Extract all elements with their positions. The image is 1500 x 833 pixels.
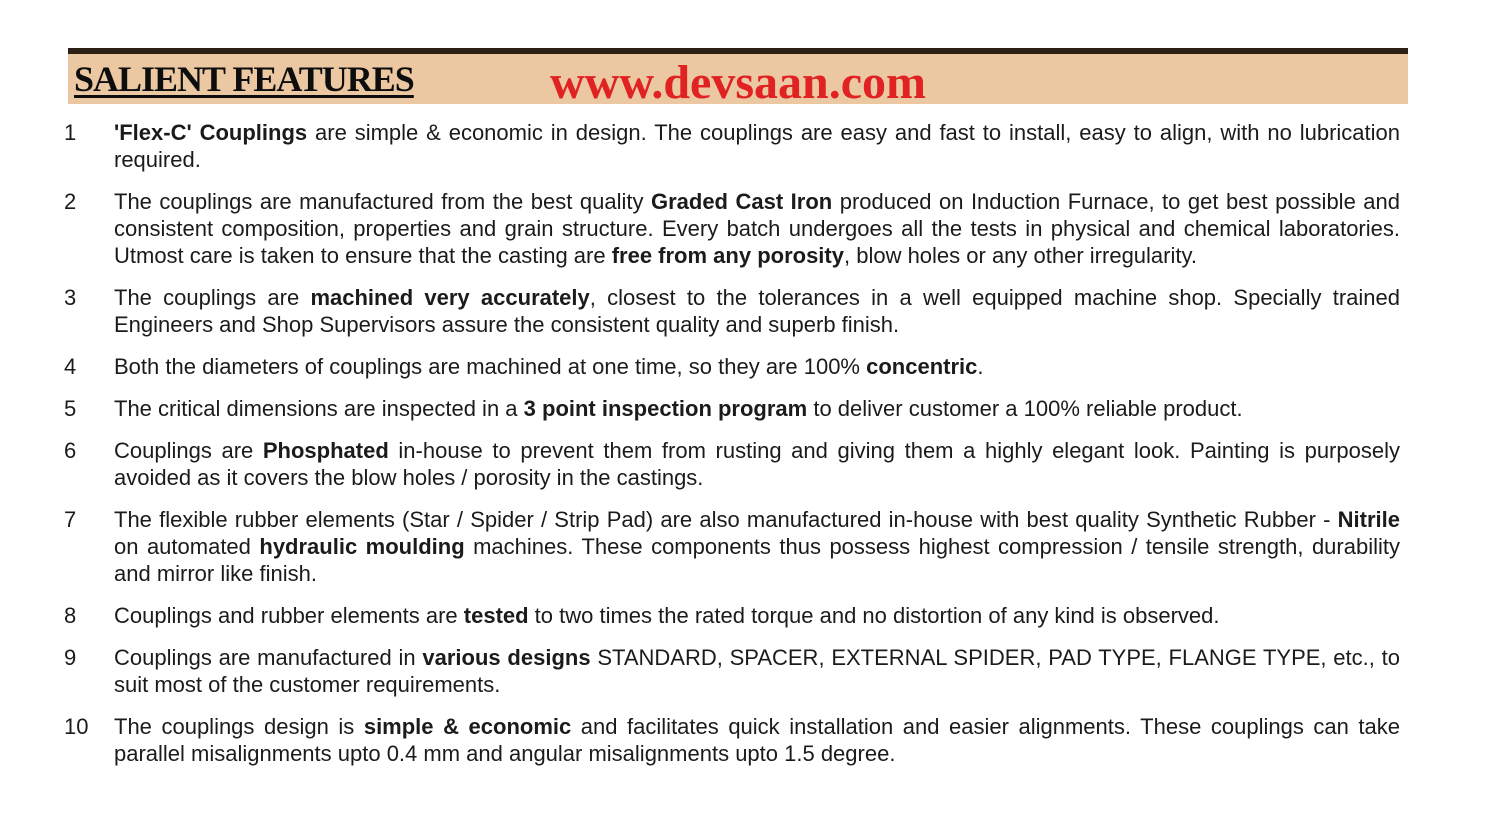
- feature-text: [114, 644, 1400, 698]
- feature-text: [114, 602, 1400, 629]
- page-title: SALIENT FEATURES: [74, 59, 414, 99]
- feature-text-plain: The flexible rubber elements (Star / Spider / Strip Pad) are also manufactured in-house with best quality Synthetic Rubber -: [114, 507, 1338, 532]
- feature-text-plain: and facilitates quick installation and easier alignments. These couplings can take parallel misalignments upto 0.4 mm and angular misalignments upto 1.5 degree.: [114, 714, 1400, 766]
- feature-text-plain: Couplings are: [114, 438, 263, 463]
- feature-item: [64, 713, 1400, 767]
- feature-text-bold: 3 point inspection program: [523, 396, 808, 421]
- feature-text-plain: in-house to prevent them from rusting and giving them a highly elegant look. Painting is purposely avoided as it covers the blow holes / porosity in the castings.: [114, 438, 1400, 490]
- feature-item: [64, 437, 1400, 491]
- feature-item: [64, 644, 1400, 698]
- feature-number: 10: [64, 714, 89, 739]
- feature-text-bold: machined very accurately: [310, 285, 590, 310]
- feature-text: [114, 437, 1400, 491]
- feature-text: [114, 395, 1400, 422]
- feature-text-plain: Couplings are manufactured in: [114, 645, 423, 670]
- feature-text-plain: , blow holes or any other irregularity.: [843, 243, 1197, 268]
- feature-text-plain: The couplings are manufactured from the best quality: [114, 189, 651, 214]
- feature-text-plain: on automated: [114, 534, 260, 559]
- feature-text-plain: .: [977, 354, 984, 379]
- feature-text-plain: Both the diameters of couplings are machined at one time, so they are 100%: [114, 354, 867, 379]
- feature-item: [64, 353, 1400, 380]
- feature-text: [114, 188, 1400, 269]
- feature-text: [114, 284, 1400, 338]
- features-list: [64, 119, 1400, 767]
- feature-text-bold: Nitrile: [1337, 507, 1400, 532]
- feature-text-bold: simple & economic: [363, 714, 572, 739]
- feature-text: [114, 119, 1400, 173]
- feature-text-plain: produced on Induction Furnace, to get best possible and consistent composition, properties and grain structure. Every batch undergoes all the tests in physical and chemical laboratories. Utmost care is taken to ensure that the casting are: [114, 189, 1401, 268]
- page: [0, 48, 1500, 833]
- feature-text: [114, 353, 1400, 380]
- feature-text-bold: hydraulic moulding: [259, 534, 465, 559]
- feature-number: 3: [64, 285, 77, 310]
- feature-text-bold: various designs: [422, 645, 591, 670]
- feature-text-plain: The couplings are: [114, 285, 311, 310]
- feature-text-bold: Graded Cast Iron: [650, 189, 833, 214]
- feature-text-bold: free from any porosity: [611, 243, 844, 268]
- feature-text-plain: are simple & economic in design. The couplings are easy and fast to install, easy to align, with no lubrication required.: [114, 120, 1400, 172]
- feature-text-bold: tested: [463, 603, 529, 628]
- website-url: www.devsaan.com: [549, 55, 927, 109]
- feature-number: 2: [64, 189, 77, 214]
- feature-text-plain: , closest to the tolerances in a well equipped machine shop. Specially trained Engineers and Shop Supervisors assure the consistent quality and superb finish.: [114, 285, 1400, 337]
- feature-item: [64, 284, 1400, 338]
- feature-item: [64, 188, 1400, 269]
- feature-number: 9: [64, 645, 77, 670]
- feature-number: 1: [64, 120, 77, 145]
- feature-text-plain: to two times the rated torque and no distortion of any kind is observed.: [528, 603, 1220, 628]
- feature-text: [114, 713, 1400, 767]
- feature-text-plain: STANDARD, SPACER, EXTERNAL SPIDER, PAD TYPE, FLANGE TYPE, etc., to suit most of the customer requirements.: [114, 645, 1400, 697]
- feature-text-bold: concentric: [866, 354, 978, 379]
- feature-item: [64, 395, 1400, 422]
- feature-number: 6: [64, 438, 77, 463]
- feature-item: [64, 119, 1400, 173]
- feature-item: [64, 602, 1400, 629]
- feature-number: 8: [64, 603, 77, 628]
- feature-text: [114, 506, 1400, 587]
- feature-text-plain: machines. These components thus possess highest compression / tensile strength, durability and mirror like finish.: [114, 534, 1400, 586]
- feature-text-bold: 'Flex-C' Couplings: [114, 120, 308, 145]
- header-bar: [68, 48, 1408, 109]
- feature-text-plain: Couplings and rubber elements are: [114, 603, 464, 628]
- feature-text-plain: to deliver customer a 100% reliable product.: [807, 396, 1243, 421]
- feature-text-plain: The critical dimensions are inspected in a: [114, 396, 524, 421]
- feature-text-bold: Phosphated: [262, 438, 389, 463]
- feature-number: 7: [64, 507, 77, 532]
- feature-text-plain: The couplings design is: [114, 714, 364, 739]
- feature-number: 4: [64, 354, 77, 379]
- feature-item: [64, 506, 1400, 587]
- feature-number: 5: [64, 396, 77, 421]
